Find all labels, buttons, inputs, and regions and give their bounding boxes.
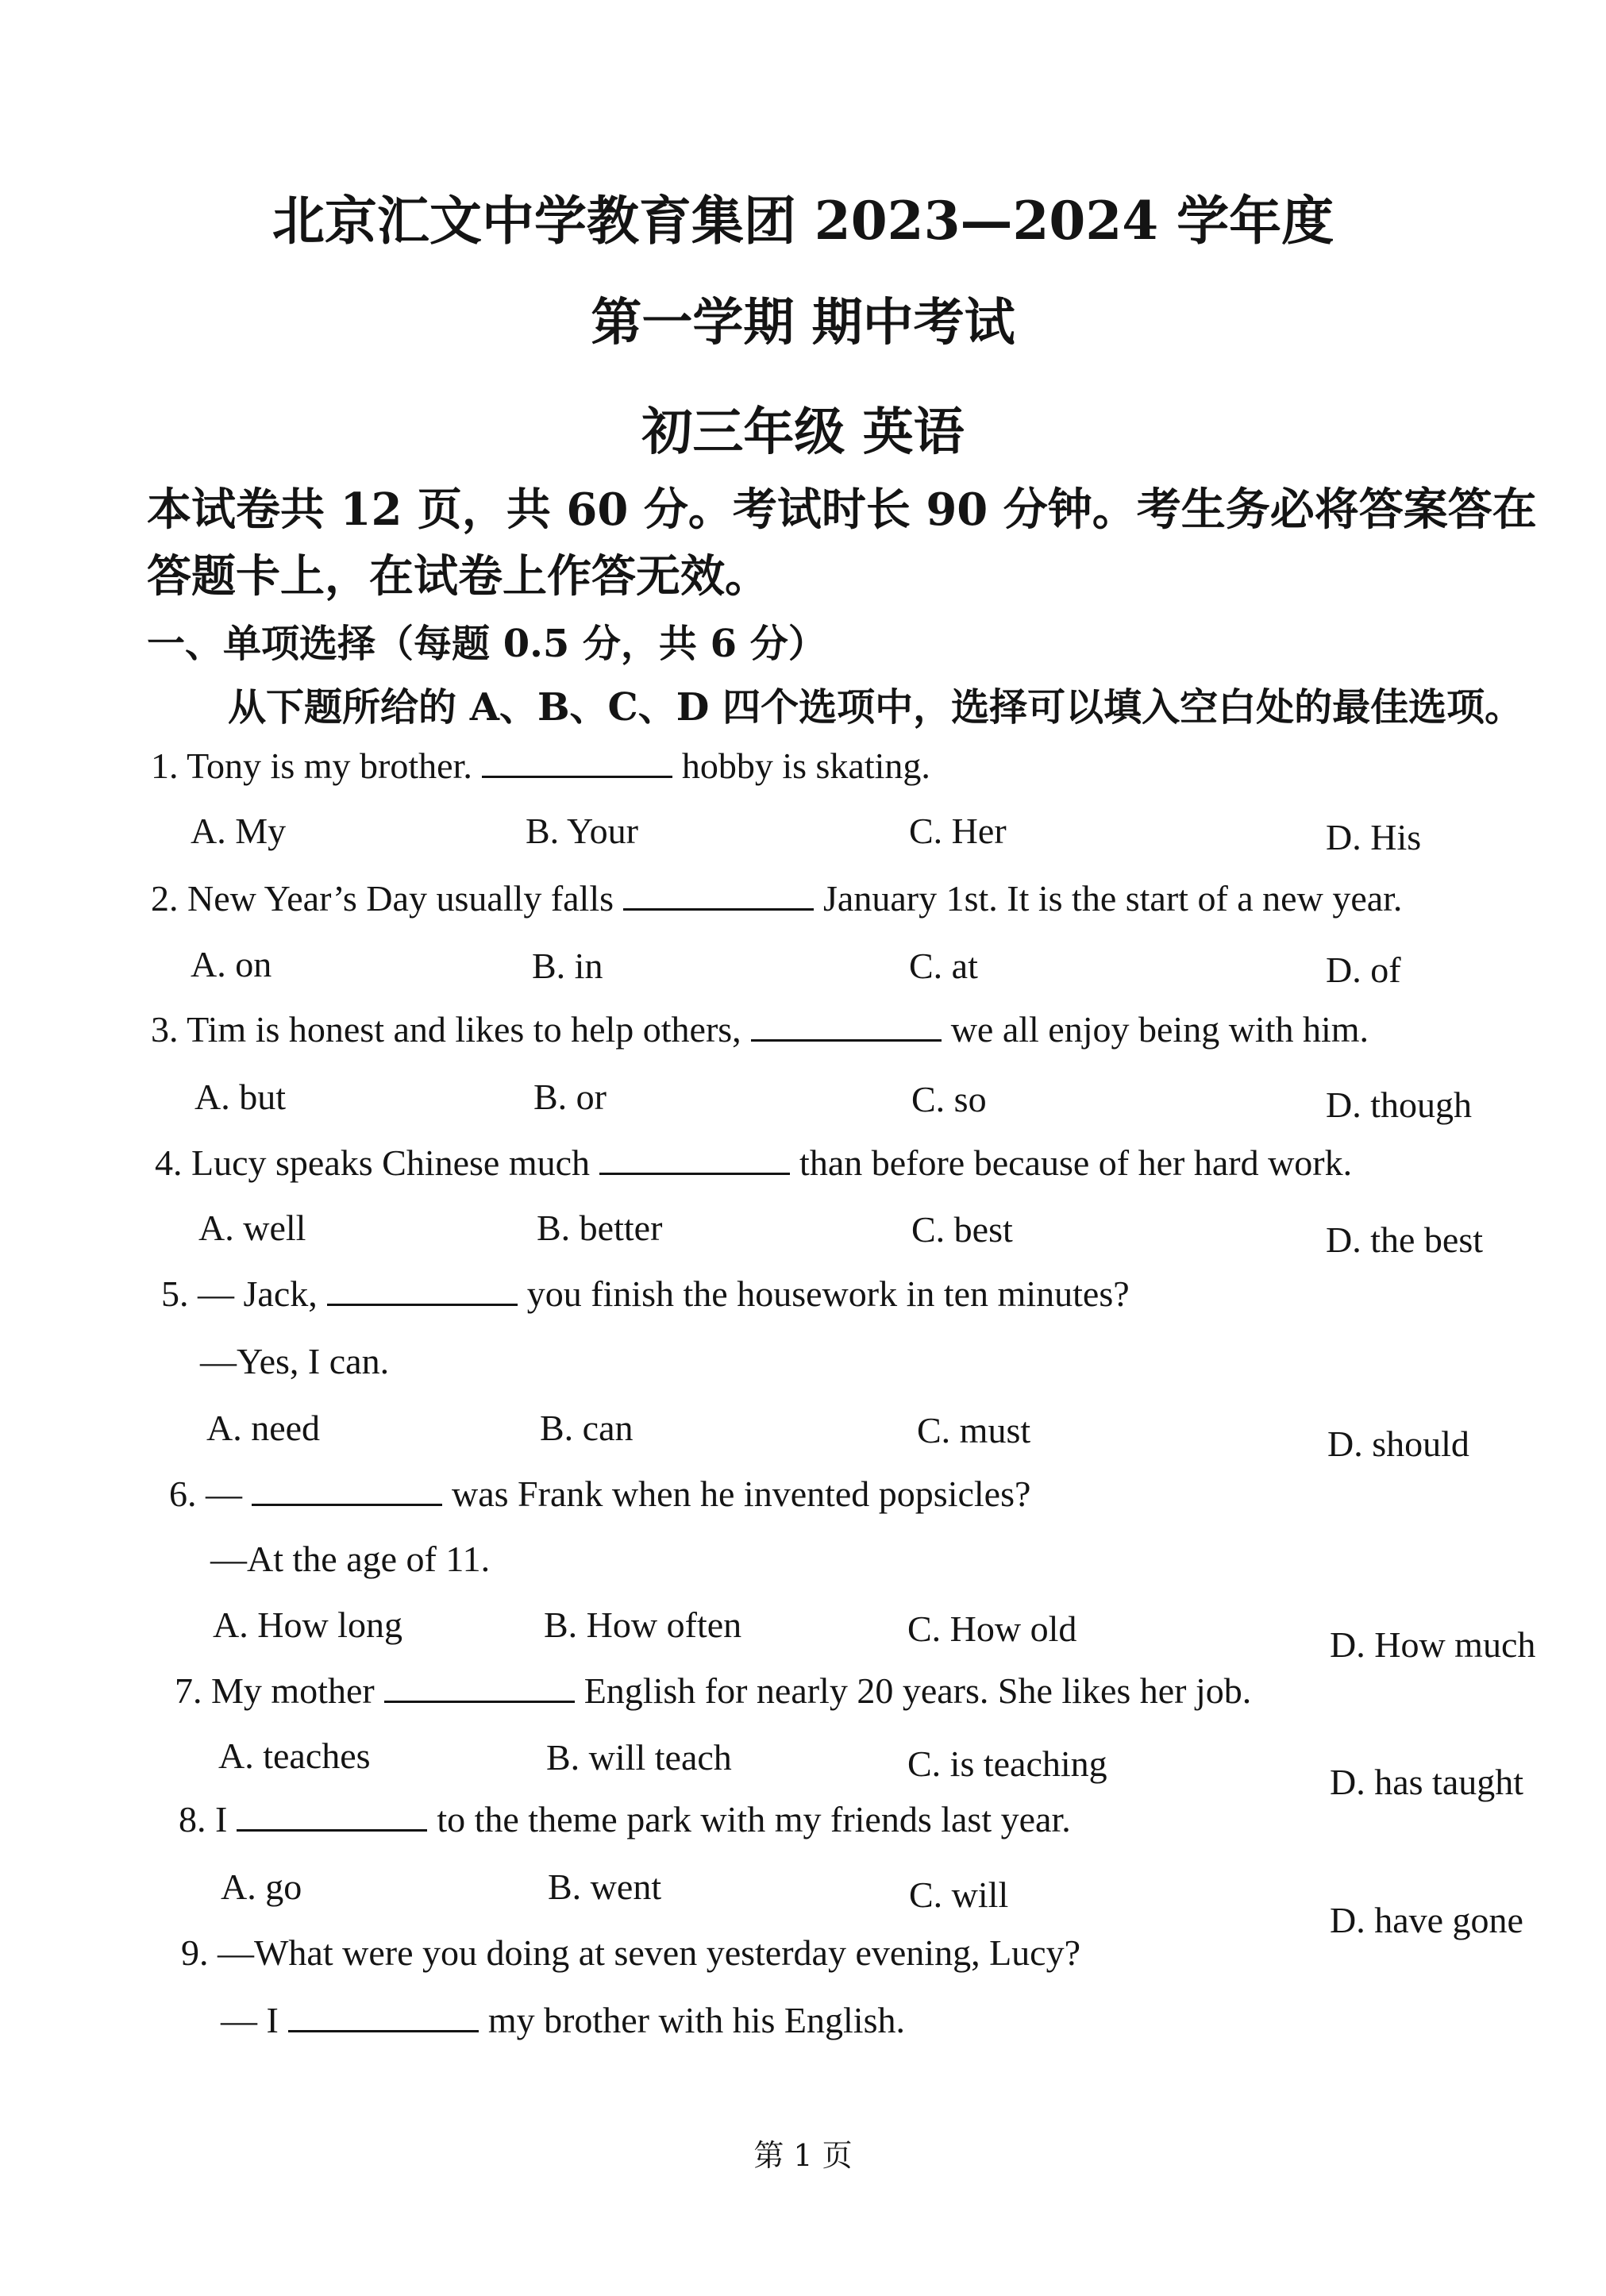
option-d: D. the best bbox=[1326, 1219, 1484, 1260]
exam-title: 北京汇文中学教育集团 2023—2024 学年度 bbox=[272, 190, 1334, 252]
option-d: D. His bbox=[1326, 817, 1422, 857]
question-text: English for nearly 20 years. She likes her job. bbox=[583, 1670, 1252, 1711]
question-text: 8. I bbox=[179, 1799, 228, 1839]
answer-blank bbox=[599, 1142, 790, 1175]
answer-blank bbox=[237, 1799, 427, 1832]
option-c: C. is teaching bbox=[907, 1743, 1107, 1784]
answer-blank bbox=[751, 1009, 942, 1042]
question-text: we all enjoy being with him. bbox=[950, 1009, 1369, 1050]
answer-blank bbox=[623, 878, 814, 911]
question-5-reply: —Yes, I can. bbox=[200, 1341, 390, 1381]
question-text: 5. — Jack, bbox=[161, 1273, 318, 1314]
question-2 bbox=[151, 877, 1402, 919]
question-text: my brother with his English. bbox=[487, 2000, 905, 2040]
option-a: A. on bbox=[191, 944, 272, 984]
option-c: C. must bbox=[917, 1410, 1031, 1450]
exam-subject: 初三年级 英语 bbox=[641, 403, 965, 462]
option-b: B. or bbox=[533, 1077, 607, 1117]
option-c: C. Her bbox=[909, 811, 1007, 851]
question-text: 6. — bbox=[169, 1474, 242, 1514]
section-instruction: 从下题所给的 A、B、C、D 四个选项中，选择可以填入空白处的最佳选项。 bbox=[228, 685, 1523, 730]
question-text: January 1st. It is the start of a new year. bbox=[823, 878, 1403, 919]
option-a: A. teaches bbox=[218, 1735, 371, 1776]
option-c: C. so bbox=[911, 1079, 987, 1119]
exam-notice-line2: 答题卡上，在试卷上作答无效。 bbox=[147, 550, 769, 603]
option-c: C. will bbox=[909, 1874, 1009, 1915]
option-d: D. How much bbox=[1330, 1624, 1536, 1665]
option-c: C. at bbox=[909, 946, 978, 986]
question-text: you finish the housework in ten minutes? bbox=[526, 1273, 1130, 1314]
question-1 bbox=[151, 745, 930, 787]
option-a: A. How long bbox=[213, 1605, 402, 1645]
option-b: B. better bbox=[537, 1208, 663, 1248]
option-a: A. need bbox=[206, 1408, 321, 1448]
answer-blank bbox=[252, 1474, 442, 1506]
question-9: 9. —What were you doing at seven yesterday evening, Lucy? bbox=[181, 1932, 1080, 1973]
option-c: C. How old bbox=[907, 1608, 1077, 1649]
exam-term: 第一学期 期中考试 bbox=[591, 293, 1015, 352]
exam-notice-line1: 本试卷共 12 页，共 60 分。考试时长 90 分钟。考生务必将答案答在 bbox=[147, 483, 1537, 536]
option-b: B. will teach bbox=[546, 1737, 732, 1778]
option-a: A. well bbox=[198, 1208, 306, 1248]
option-a: A. but bbox=[194, 1077, 286, 1117]
option-d: D. should bbox=[1327, 1423, 1469, 1464]
question-3 bbox=[151, 1008, 1369, 1050]
option-b: B. How often bbox=[544, 1605, 742, 1645]
option-a: A. go bbox=[221, 1866, 302, 1907]
option-b: B. can bbox=[540, 1408, 634, 1448]
question-text: 4. Lucy speaks Chinese much bbox=[155, 1142, 591, 1183]
question-6 bbox=[169, 1473, 1030, 1515]
option-b: B. Your bbox=[526, 811, 638, 851]
question-text: 7. My mother bbox=[175, 1670, 375, 1711]
answer-blank bbox=[327, 1273, 518, 1306]
option-c: C. best bbox=[911, 1209, 1013, 1250]
section-heading: 一、单项选择（每题 0.5 分，共 6 分） bbox=[147, 622, 826, 666]
option-a: A. My bbox=[191, 811, 287, 851]
option-d: D. has taught bbox=[1330, 1762, 1524, 1802]
option-d: D. of bbox=[1326, 950, 1401, 990]
answer-blank bbox=[482, 745, 672, 778]
question-9-reply bbox=[221, 1999, 905, 2041]
question-4 bbox=[155, 1142, 1352, 1184]
question-text: 3. Tim is honest and likes to help others, bbox=[151, 1009, 741, 1050]
option-d: D. have gone bbox=[1330, 1900, 1523, 1940]
question-8 bbox=[179, 1798, 1071, 1840]
question-text: — I bbox=[221, 2000, 279, 2040]
option-d: D. though bbox=[1326, 1084, 1472, 1125]
question-text: than before because of her hard work. bbox=[799, 1142, 1353, 1183]
option-b: B. in bbox=[532, 946, 603, 986]
question-text: 2. New Year’s Day usually falls bbox=[151, 878, 614, 919]
page-number: 第 1 页 bbox=[753, 2138, 853, 2173]
question-text: to the theme park with my friends last year. bbox=[437, 1799, 1071, 1839]
question-5 bbox=[161, 1273, 1130, 1315]
question-7 bbox=[175, 1670, 1251, 1712]
question-text: hobby is skating. bbox=[681, 745, 930, 786]
option-b: B. went bbox=[548, 1866, 662, 1907]
question-text: 1. Tony is my brother. bbox=[151, 745, 472, 786]
answer-blank bbox=[384, 1670, 575, 1703]
question-text: was Frank when he invented popsicles? bbox=[452, 1474, 1031, 1514]
answer-blank bbox=[288, 2000, 479, 2032]
question-6-reply: —At the age of 11. bbox=[210, 1539, 491, 1579]
